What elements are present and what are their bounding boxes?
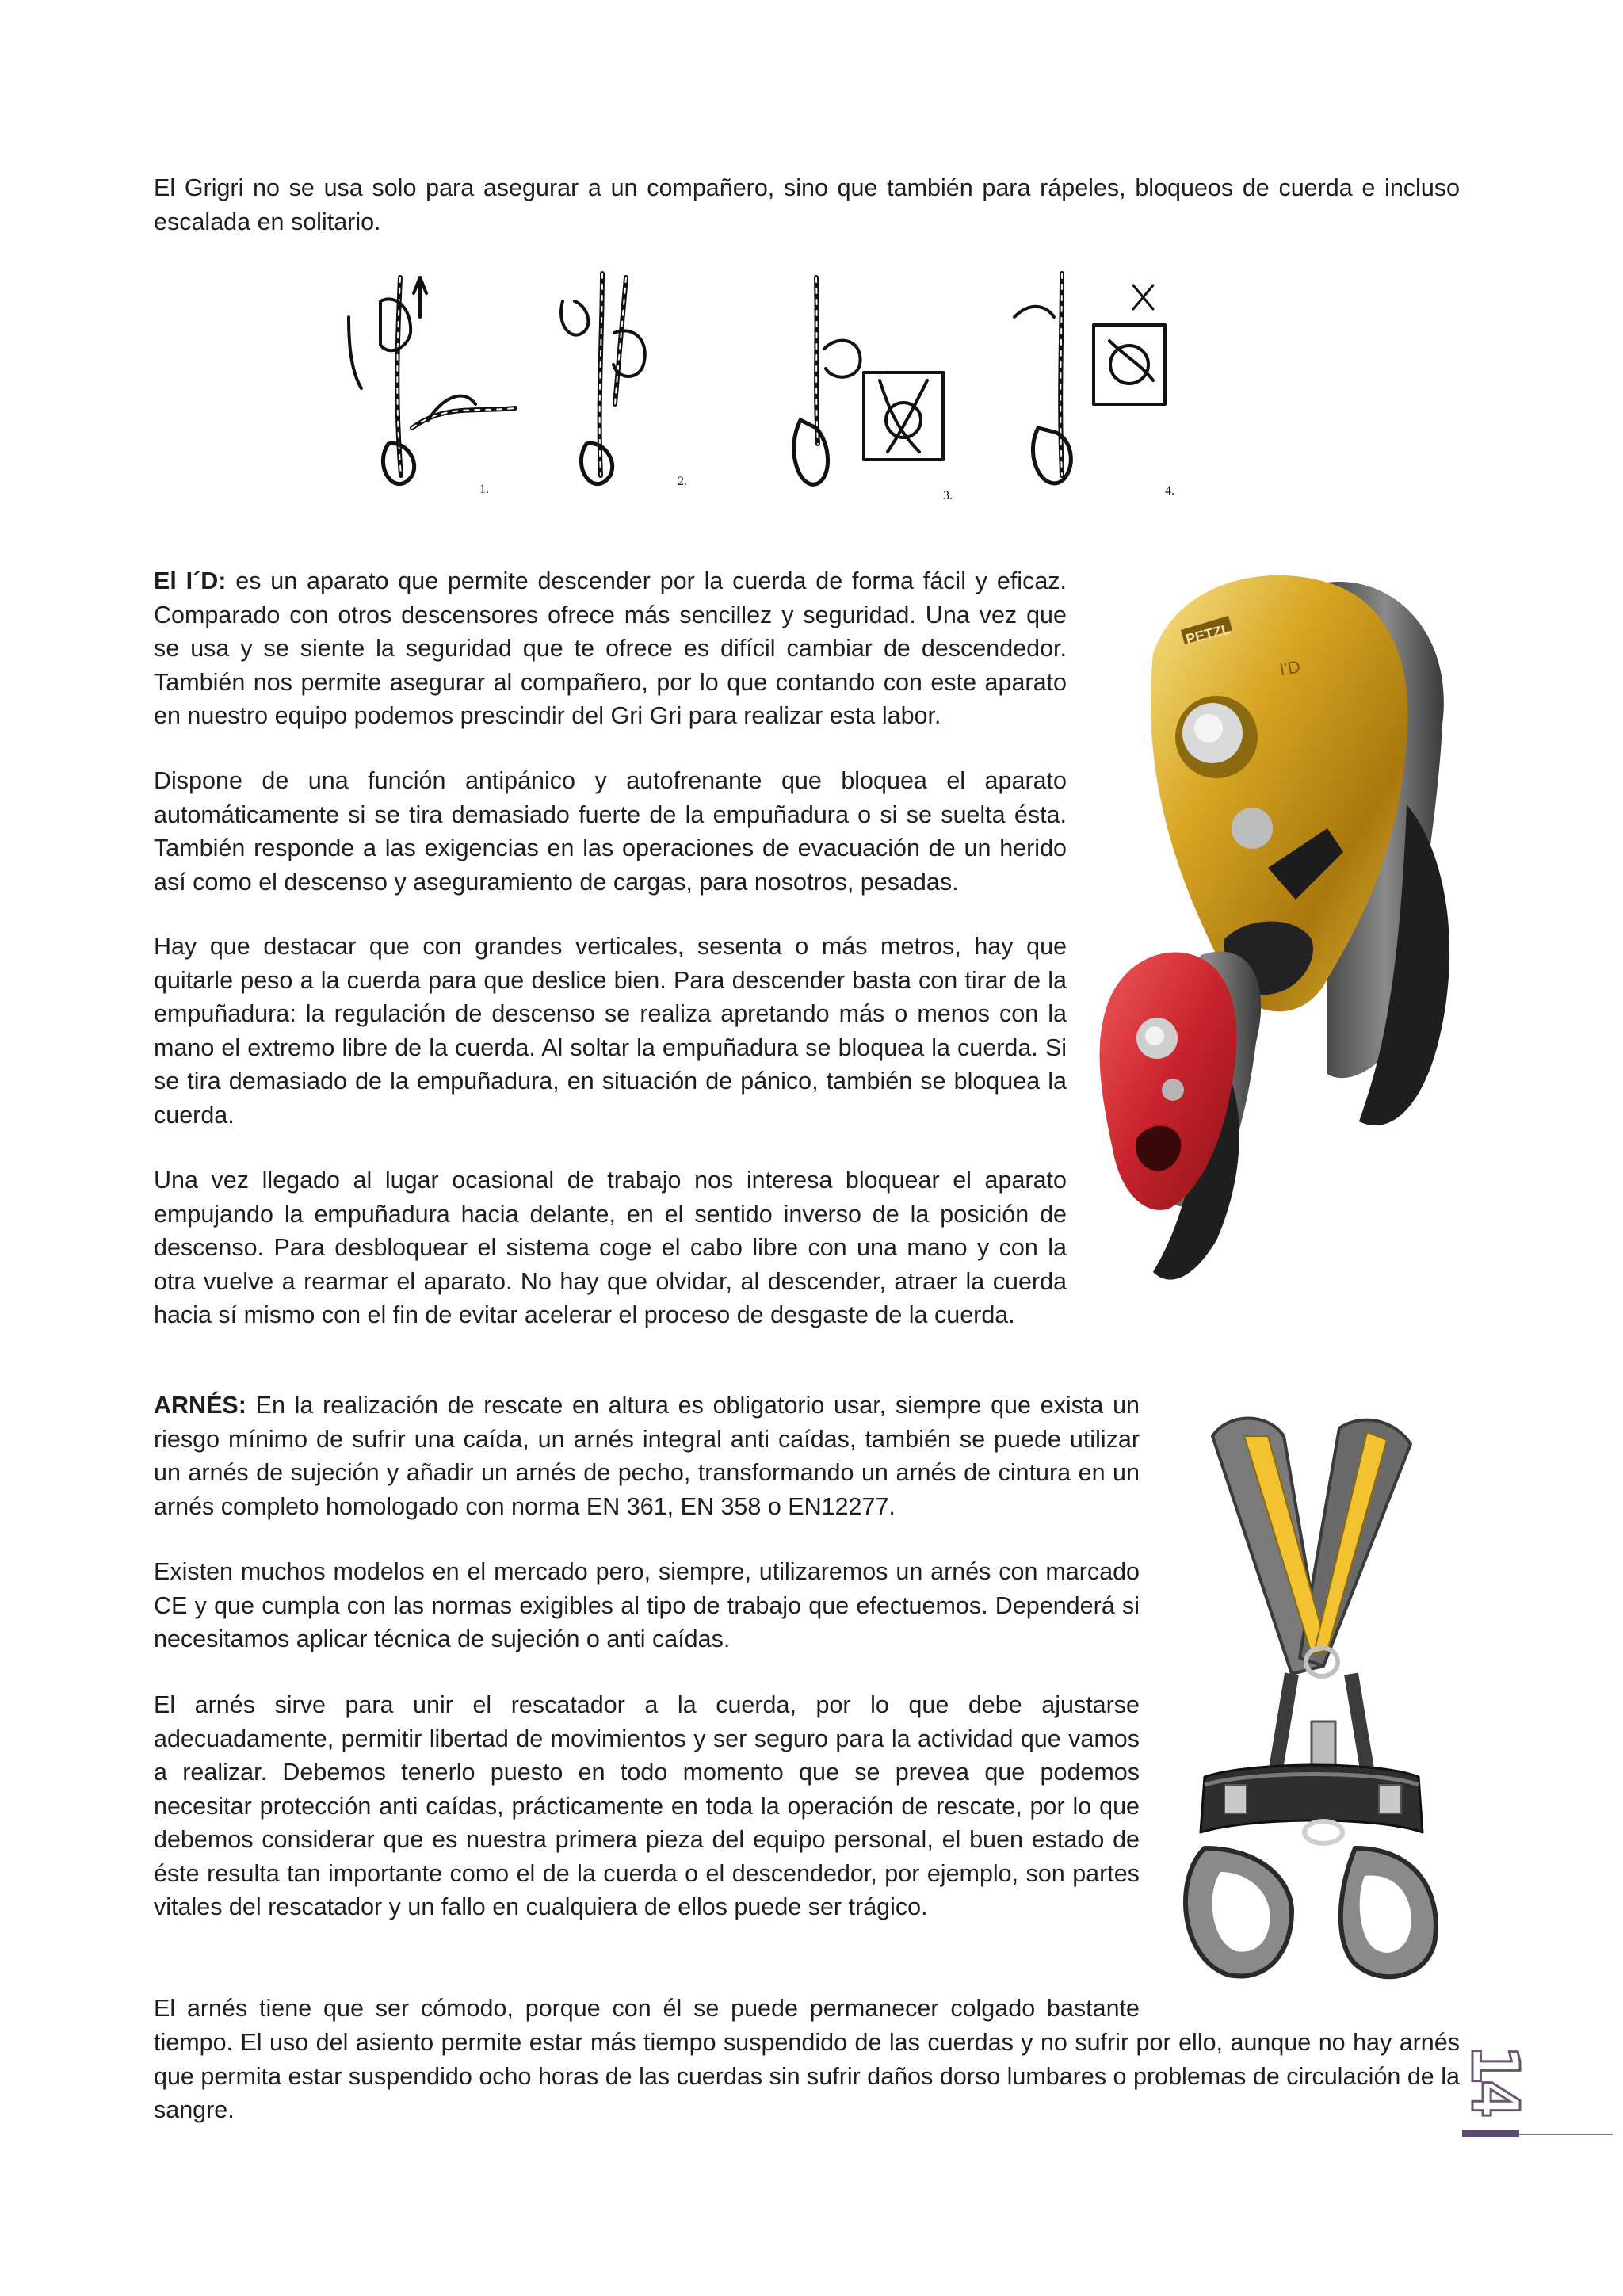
harness-term: ARNÉS: [154, 1392, 246, 1419]
grigri-step-1-label: 1. [479, 483, 489, 496]
grigri-step-4-label: 4. [1165, 484, 1174, 498]
id-term: El I´D: [154, 567, 227, 594]
intro-paragraph: El Grigri no se usa solo para asegurar a un compañero, sino que también para rápeles, bloqueos de cuerda e incluso escalada en solitario. [154, 174, 1460, 235]
grigri-step-4-drawing [1014, 273, 1165, 483]
harness-paragraph-1-text: En la realización de rescate en altura es obligatorio usar, siempre que exista un riesgo mínimo de sufrir una caída, un arnés integral anti caídas, también se puede utilizar un arnés de sujeción y añadir un arnés de pecho, transformando un arnés de cintura en un arnés completo homologado con norma EN 361, EN 358 o EN12277. [154, 1392, 1140, 1520]
harness-paragraph-4-first-line: El arnés tiene que ser cómodo, porque con él se puede permanecer colgado bastante [154, 1995, 1140, 2022]
harness-photo [1157, 1404, 1458, 1995]
id-gold-brand: PETZL [1184, 621, 1232, 648]
grigri-step-2-label: 2. [678, 475, 687, 488]
id-paragraph-1-text: es un aparato que permite descender por la cuerda de forma fácil y eficaz. Comparado con otros descensores ofrece más sencillez y seguridad. Una vez que se usa y se siente la seguridad que te ofrece es difícil cambiar de descendedor. También nos permite asegurar al compañero, por lo que contando con este aparato en nuestro equipo podemos prescindir del Gri Gri para realizar esta labor. [154, 567, 1067, 729]
grigri-step-3-label: 3. [943, 489, 953, 502]
footer-rule-accent [1462, 2130, 1519, 2137]
harness-paragraph-2: Existen muchos modelos en el mercado pero, siempre, utilizaremos un arnés con marcado CE y que cumpla con las normas exigibles al tipo de trabajo que efectuemos. Dependerá si necesitamos aplicar técnica de sujeción o anti caídas. [154, 1558, 1140, 1652]
grigri-step-1-drawing [349, 277, 515, 484]
grigri-steps-illustration [325, 269, 1268, 507]
id-paragraph-1 [154, 564, 1067, 733]
id-paragraph-3: Hay que destacar que con grandes verticales, sesenta o más metros, hay que quitarle peso a la cuerda para que deslice bien. Para descender basta con tirar de la empuñadura: la regulación de descenso se realiza apretando más o menos con la mano el extremo libre de la cuerda. Al soltar la empuñadura se bloquea la cuerda. Si se tira demasiado de la empuñadura, en situación de pánico, también se bloquea la cuerda. [154, 933, 1067, 1129]
id-red-device [1100, 952, 1262, 1280]
id-descender-photo [1090, 567, 1478, 1308]
id-paragraph-4: Una vez llegado al lugar ocasional de trabajo nos interesa bloquear el aparato empujando la empuñadura hacia delante, en el sentido inverso de la posición de descenso. Para desbloquear el sistema coge el cabo libre con una mano y con la otra vuelve a rearmar el aparato. No hay que olvidar, al descender, atraer la cuerda hacia sí mismo con el fin de evitar acelerar el proceso de desgaste de la cuerda. [154, 1167, 1067, 1328]
grigri-step-3-drawing [794, 277, 943, 484]
grigri-step-2-drawing [561, 273, 645, 484]
footer-rule [1519, 2134, 1613, 2135]
page-number [1456, 2035, 1532, 2122]
id-paragraph-2: Dispone de una función antipánico y autofrenante que bloquea el aparato automáticamente si se tira demasiado fuerte de la empuñadura o si se suelta ésta. También responde a las exigencias en las operaciones de evacuación de un herido así como el descenso y aseguramiento de cargas, para nosotros, pesadas. [154, 767, 1067, 896]
harness-paragraph-3: El arnés sirve para unir el rescatador a la cuerda, por lo que debe ajustarse adecuadamente, permitir libertad de movimientos y ser seguro para la actividad que vamos a realizar. Debemos tenerlo puesto en todo momento que se prevea que podemos necesitar protección anti caídas, prácticamente en toda la operación de rescate, por lo que debemos considerar que es nuestra primera pieza del equipo personal, el buen estado de éste resulta tan importante como el de la cuerda o el descendedor, por ejemplo, son partes vitales del rescatador y un fallo en cualquiera de ellos puede ser trágico. [154, 1691, 1140, 1920]
harness-paragraph-1 [154, 1389, 1140, 1523]
id-gold-model: I'D [1277, 656, 1302, 680]
page-number-text: 14 [1456, 2044, 1532, 2114]
harness-paragraph-4-rest: tiempo. El uso del asiento permite estar más tiempo suspendido de las cuerdas y no sufrir por ello, aunque no hay arnés que permita estar suspendido ocho horas de las cuerdas sin sufrir daños dorso lumbares o problemas de circulación de la sangre. [154, 2029, 1460, 2123]
